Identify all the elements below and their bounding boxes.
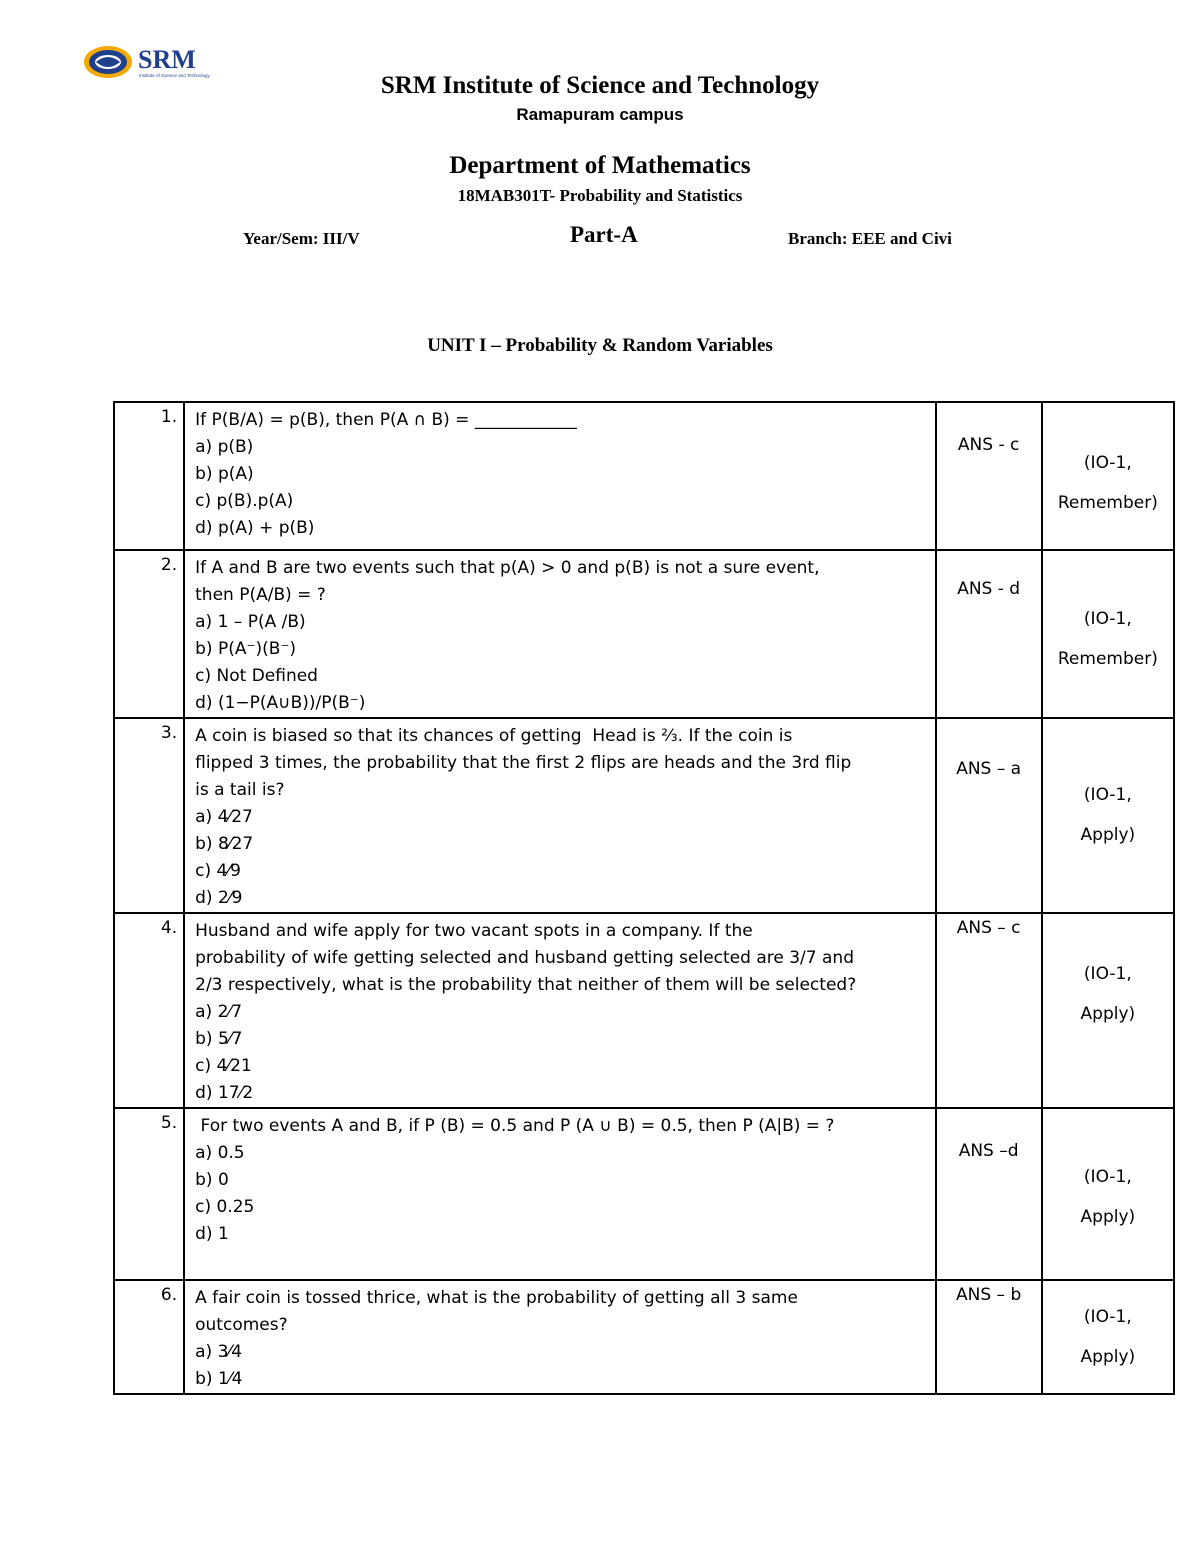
question-line: b) 8⁄27	[195, 834, 254, 854]
table-row	[114, 1280, 1174, 1394]
question-line: 2/3 respectively, what is the probability that neither of them will be selected?	[195, 975, 857, 995]
institute-title: SRM Institute of Science and Technology	[380, 72, 820, 99]
questions-table	[113, 401, 1175, 1395]
outcome-level: Apply)	[1080, 1207, 1136, 1227]
question-line: a) 4⁄27	[195, 807, 253, 827]
question-stem-line: For two events A and B, if P (B) = 0.5 and P (A ∪ B) = 0.5, then P (A|B) = ?	[195, 1116, 835, 1136]
answer-cell	[936, 550, 1042, 718]
answer-label: ANS - d	[957, 579, 1021, 599]
question-stem-line: If A and B are two events such that p(A) > 0 and p(B) is not a sure event,	[195, 558, 820, 578]
year-sem: Year/Sem: III/V	[243, 229, 360, 248]
question-line: b) 1⁄4	[195, 1369, 243, 1389]
logo-text: SRM	[138, 45, 196, 74]
outcome-cell	[1042, 402, 1174, 550]
question-line: flipped 3 times, the probability that the first 2 flips are heads and the 3rd flip	[195, 753, 852, 773]
question-line: a) 3⁄4	[195, 1342, 243, 1362]
question-number: 5.	[114, 1108, 184, 1280]
answer-label: ANS –d	[958, 1141, 1019, 1161]
question-line: d) 1	[195, 1224, 229, 1244]
outcome-code: (IO-1,	[1083, 1307, 1132, 1327]
question-text-cell	[184, 550, 935, 718]
question-line: a) 2⁄7	[195, 1002, 243, 1022]
campus-name: Ramapuram campus	[516, 105, 684, 124]
question-line: b) 5⁄7	[195, 1029, 243, 1049]
table-row	[114, 913, 1174, 1108]
question-stem-line: Husband and wife apply for two vacant spots in a company. If the	[195, 921, 753, 941]
question-text-cell	[184, 1280, 935, 1394]
outcome-level: Apply)	[1080, 825, 1136, 845]
answer-cell	[936, 913, 1042, 1108]
question-line: d) 2⁄9	[195, 888, 243, 908]
question-number: 3.	[114, 718, 184, 913]
question-number: 4.	[114, 913, 184, 1108]
table-row	[114, 1108, 1174, 1280]
outcome-code: (IO-1,	[1083, 1167, 1132, 1187]
question-line: a) 0.5	[195, 1143, 245, 1163]
question-line: b) 0	[195, 1170, 229, 1190]
outcome-level: Apply)	[1080, 1004, 1136, 1024]
answer-cell	[936, 718, 1042, 913]
question-text-cell	[184, 718, 935, 913]
question-line: d) 17⁄2	[195, 1083, 254, 1103]
question-line: d) p(A) + p(B)	[195, 518, 315, 538]
outcome-level: Apply)	[1080, 1347, 1136, 1367]
branch-label: Branch: EEE and Civi	[788, 229, 952, 248]
table-row	[114, 402, 1174, 550]
question-text-cell	[184, 1108, 935, 1280]
outcome-cell	[1042, 1108, 1174, 1280]
question-line: is a tail is?	[195, 780, 285, 800]
answer-cell	[936, 1280, 1042, 1394]
question-line: outcomes?	[195, 1315, 288, 1335]
outcome-cell	[1042, 550, 1174, 718]
answer-label: ANS – a	[956, 759, 1022, 779]
question-line: b) P(A⁻)(B⁻)	[195, 639, 296, 659]
outcome-level: Remember)	[1057, 649, 1158, 669]
outcome-cell	[1042, 1280, 1174, 1394]
course-title: 18MAB301T- Probability and Statistics	[457, 186, 743, 205]
question-number: 6.	[114, 1280, 184, 1394]
question-line: c) p(B).p(A)	[195, 491, 294, 511]
outcome-cell	[1042, 913, 1174, 1108]
table-row	[114, 718, 1174, 913]
question-line: then P(A/B) = ?	[195, 585, 326, 605]
question-line: c) 0.25	[195, 1197, 255, 1217]
question-stem-line: If P(B/A) = p(B), then P(A ∩ B) = ____________	[195, 410, 577, 430]
question-text-cell	[184, 402, 935, 550]
answer-label: ANS – b	[956, 1285, 1022, 1305]
answer-label: ANS – c	[956, 918, 1021, 938]
answer-cell	[936, 402, 1042, 550]
unit-title: UNIT I – Probability & Random Variables	[427, 335, 773, 356]
question-text-cell	[184, 913, 935, 1108]
logo-subtext: Institute of Science and Technology	[139, 73, 210, 78]
outcome-code: (IO-1,	[1083, 453, 1132, 473]
department-title: Department of Mathematics	[449, 152, 751, 179]
question-number: 2.	[114, 550, 184, 718]
outcome-code: (IO-1,	[1083, 964, 1132, 984]
question-line: c) 4⁄9	[195, 861, 241, 881]
question-line: d) (1−P(A∪B))/P(B⁻)	[195, 693, 366, 713]
outcome-code: (IO-1,	[1083, 609, 1132, 629]
outcome-code: (IO-1,	[1083, 785, 1132, 805]
question-line: c) 4⁄21	[195, 1056, 252, 1076]
outcome-level: Remember)	[1057, 493, 1158, 513]
outcome-cell	[1042, 718, 1174, 913]
question-number: 1.	[114, 402, 184, 550]
answer-label: ANS - c	[957, 435, 1020, 455]
question-line: a) p(B)	[195, 437, 254, 457]
question-stem-line: A coin is biased so that its chances of getting Head is ⅔. If the coin is	[195, 726, 793, 746]
question-line: b) p(A)	[195, 464, 254, 484]
question-line: c) Not Defined	[195, 666, 318, 686]
answer-cell	[936, 1108, 1042, 1280]
question-stem-line: A fair coin is tossed thrice, what is the probability of getting all 3 same	[195, 1288, 798, 1308]
question-line: a) 1 – P(A /B)	[195, 612, 306, 632]
table-row	[114, 550, 1174, 718]
part-label: Part-A	[570, 222, 638, 247]
question-line: probability of wife getting selected and husband getting selected are 3/7 and	[195, 948, 854, 968]
